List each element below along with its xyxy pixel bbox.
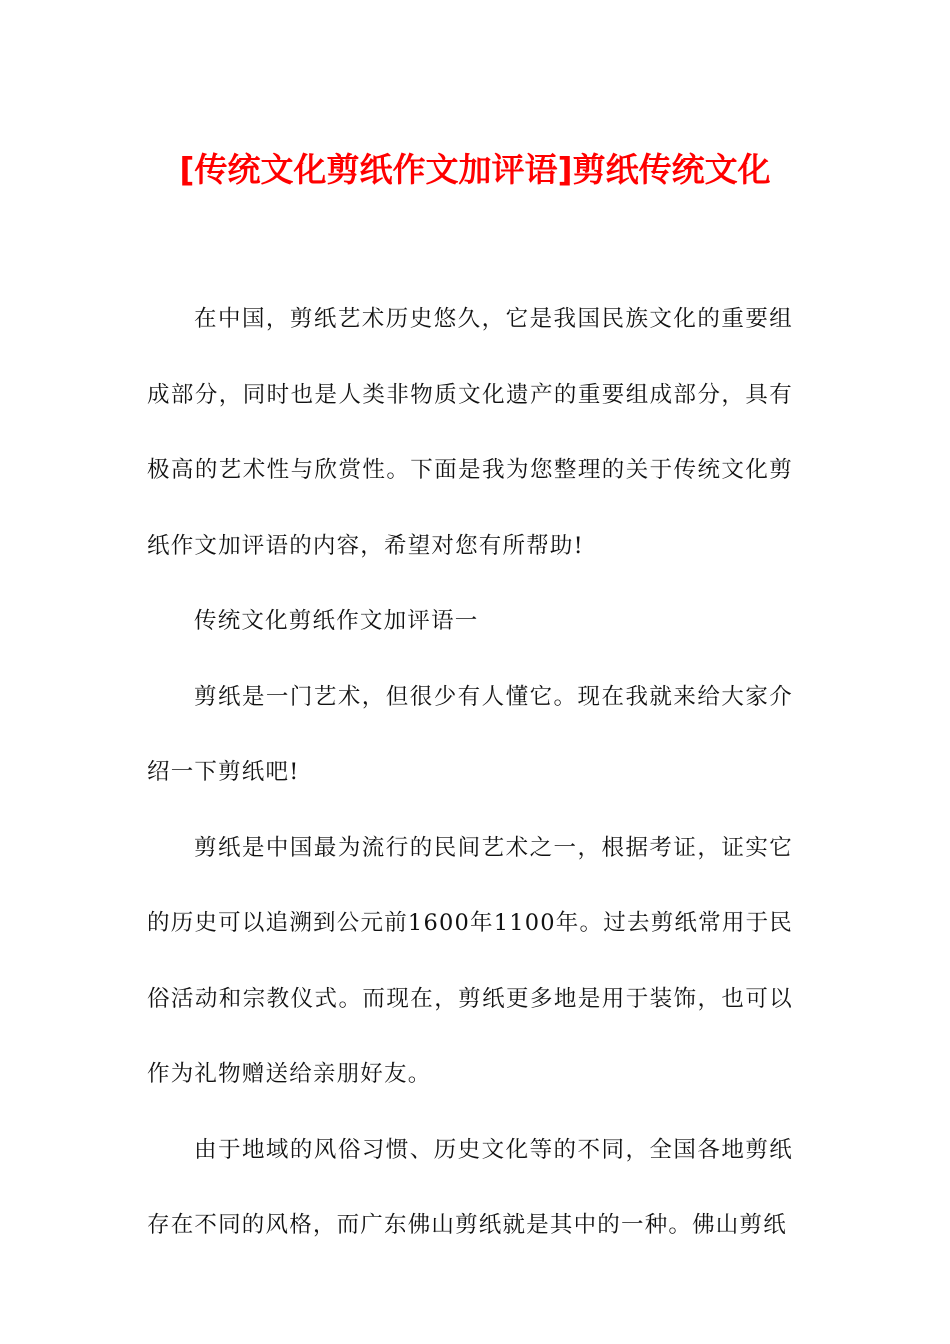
paragraph-3: 剪纸是中国最为流行的民间艺术之一，根据考证，证实它的历史可以追溯到公元前1600年1100年。过去剪纸常用于民俗活动和宗教仪式。而现在，剪纸更多地是用于装饰，也可以作为礼物赠送给亲朋好友。 [147, 834, 793, 1087]
document-body [147, 282, 793, 1264]
document-title: [传统文化剪纸作文加评语]剪纸传统文化 [179, 150, 771, 189]
paragraph-intro: 在中国，剪纸艺术历史悠久，它是我国民族文化的重要组成部分，同时也是人类非物质文化遗产的重要组成部分，具有极高的艺术性与欣赏性。下面是我为您整理的关于传统文化剪纸作文加评语的内容，希望对您有所帮助! [147, 306, 793, 559]
paragraph-2: 剪纸是一门艺术，但很少有人懂它。现在我就来给大家介绍一下剪纸吧! [147, 683, 793, 785]
section-heading: 传统文化剪纸作文加评语一 [194, 608, 479, 634]
paragraph-4: 由于地域的风俗习惯、历史文化等的不同，全国各地剪纸存在不同的风格，而广东佛山剪纸就是其中的一种。佛山剪纸 [147, 1136, 793, 1238]
